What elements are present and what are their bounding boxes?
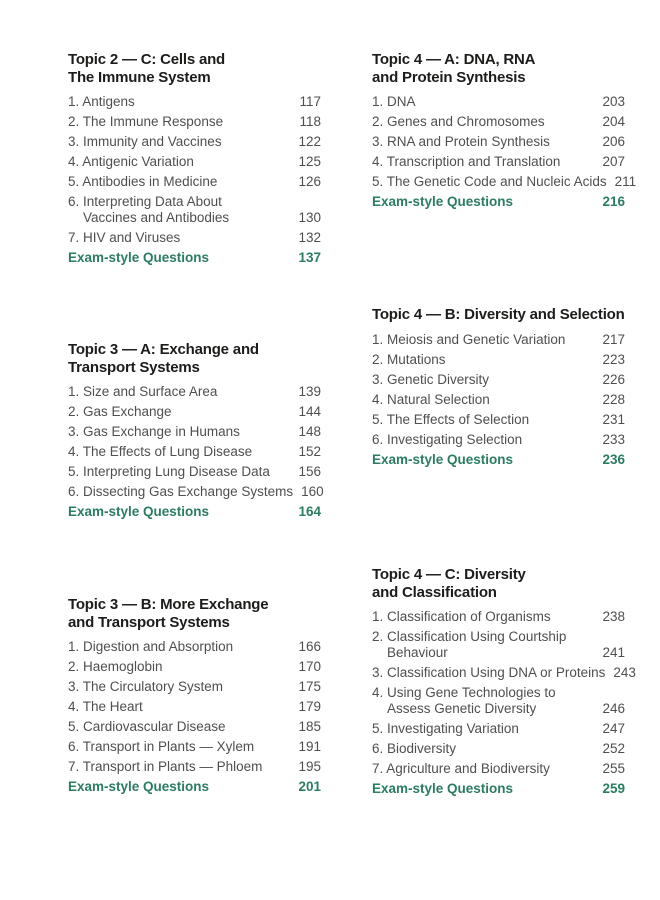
exam-questions-row — [68, 250, 321, 266]
page-number: 207 — [602, 154, 625, 169]
toc-item-row — [68, 174, 321, 190]
toc-item-line: 6. Biodiversity — [372, 741, 457, 756]
toc-item-title — [372, 134, 594, 150]
contents-column-left — [68, 0, 324, 900]
toc-item-line: 5. The Genetic Code and Nucleic Acids — [372, 174, 607, 189]
section-heading — [372, 51, 625, 86]
toc-item-row — [68, 444, 321, 460]
page-number: 247 — [602, 721, 625, 736]
page-number: 204 — [602, 114, 625, 129]
toc-item-row — [372, 741, 625, 757]
toc-item-title — [68, 384, 290, 400]
contents-column-right — [372, 0, 637, 900]
toc-item-line: 3. RNA and Protein Synthesis — [372, 134, 550, 149]
toc-item-line: 1. Meiosis and Genetic Variation — [372, 331, 566, 347]
toc-item-row — [372, 114, 625, 130]
page-number: 148 — [298, 424, 321, 439]
toc-item-title — [372, 94, 594, 110]
page-number: 211 — [614, 174, 637, 189]
section-heading-line: The Immune System — [68, 68, 211, 86]
toc-section — [372, 566, 636, 801]
toc-item-title — [372, 174, 607, 190]
toc-item-row — [372, 372, 625, 388]
toc-item-row — [68, 230, 321, 246]
section-heading-line: and Transport Systems — [68, 613, 230, 631]
toc-item-title — [68, 464, 290, 480]
toc-section — [372, 306, 625, 472]
toc-item-row — [372, 332, 625, 348]
toc-item-line: 5. Interpreting Lung Disease Data — [68, 464, 270, 479]
page-number: 217 — [602, 331, 625, 347]
page-number: 238 — [602, 609, 625, 624]
toc-item-row — [68, 659, 321, 675]
toc-item-title — [68, 639, 290, 655]
toc-item-line: Vaccines and Antibodies — [83, 210, 230, 225]
toc-item-line: 4. Natural Selection — [372, 391, 490, 407]
toc-item-title — [372, 392, 594, 408]
page-number: 228 — [602, 391, 625, 407]
page-number: 125 — [298, 154, 321, 169]
toc-item-title — [68, 759, 290, 775]
toc-item-row — [68, 114, 321, 130]
page-number: 144 — [298, 404, 321, 419]
toc-item-title — [68, 154, 290, 170]
section-heading-line: Transport Systems — [68, 358, 200, 376]
toc-item-line: 3. Classification Using DNA or Proteins — [372, 665, 606, 680]
toc-item-title — [372, 685, 594, 717]
toc-item-line: 4. Antigenic Variation — [68, 154, 194, 169]
toc-item-row — [372, 721, 625, 737]
toc-item-row — [372, 761, 625, 777]
section-heading — [372, 566, 625, 601]
toc-item-title — [68, 444, 290, 460]
toc-item-title — [372, 741, 594, 757]
toc-item-row — [68, 134, 321, 150]
toc-item-row — [68, 424, 321, 440]
toc-item-row — [372, 154, 625, 170]
toc-item-line: 4. Using Gene Technologies to — [372, 685, 556, 700]
section-heading-line: Topic 4 — C: Diversity — [372, 566, 526, 583]
toc-item-line: 6. Transport in Plants — Xylem — [68, 739, 255, 754]
toc-item-title — [372, 629, 594, 661]
toc-item-row — [68, 759, 321, 775]
section-heading — [68, 51, 321, 86]
exam-questions-label — [372, 781, 594, 797]
toc-item-row — [68, 639, 321, 655]
page-number: 243 — [613, 665, 636, 680]
exam-questions-text: Exam-style Questions — [68, 779, 210, 794]
page-number: 206 — [602, 134, 625, 149]
page-number: 122 — [298, 134, 321, 149]
page-number: 241 — [602, 645, 625, 660]
toc-item-line: 4. The Effects of Lung Disease — [68, 444, 253, 459]
exam-questions-page-number: 259 — [602, 781, 625, 796]
toc-item-row — [372, 609, 625, 625]
page-number: 179 — [298, 699, 321, 714]
toc-item-line: 7. HIV and Viruses — [68, 230, 181, 245]
toc-item-title — [68, 699, 290, 715]
toc-item-line: 1. Antigens — [68, 94, 135, 109]
toc-item-row — [68, 739, 321, 755]
toc-item-title — [68, 114, 291, 130]
toc-section — [68, 596, 321, 799]
exam-questions-text: Exam-style Questions — [372, 451, 514, 467]
section-heading — [372, 306, 625, 324]
toc-item-line: 3. Immunity and Vaccines — [68, 134, 222, 149]
toc-item-row — [68, 679, 321, 695]
toc-item-line: 2. The Immune Response — [68, 114, 224, 129]
toc-item-line: 5. Investigating Variation — [372, 721, 519, 736]
toc-item-title — [68, 679, 290, 695]
toc-item-title — [68, 174, 290, 190]
toc-item-row — [68, 719, 321, 735]
toc-item-title — [68, 194, 290, 226]
toc-item-row — [372, 94, 625, 110]
toc-item-line: Assess Genetic Diversity — [387, 701, 537, 716]
exam-questions-page-number: 201 — [298, 779, 321, 794]
exam-questions-label — [68, 250, 290, 266]
exam-questions-text: Exam-style Questions — [68, 504, 210, 519]
toc-item-row — [372, 352, 625, 368]
toc-item-row — [68, 154, 321, 170]
toc-item-line: 3. Gas Exchange in Humans — [68, 424, 240, 439]
toc-item-line: 5. Antibodies in Medicine — [68, 174, 218, 189]
toc-item-row — [372, 174, 637, 190]
toc-item-title — [372, 154, 594, 170]
toc-item-title — [68, 719, 290, 735]
toc-item-row — [372, 392, 625, 408]
toc-item-row — [68, 404, 321, 420]
page-number: 170 — [298, 659, 321, 674]
toc-item-line: 3. The Circulatory System — [68, 679, 224, 694]
toc-section — [372, 51, 637, 214]
toc-item-line: 4. Transcription and Translation — [372, 154, 561, 169]
toc-item-title — [372, 372, 594, 388]
toc-item-title — [372, 114, 594, 130]
toc-item-title — [372, 432, 594, 448]
exam-questions-row — [68, 504, 321, 520]
toc-item-line: 6. Investigating Selection — [372, 431, 523, 447]
toc-item-line: 2. Haemoglobin — [68, 659, 163, 674]
toc-item-line: 7. Agriculture and Biodiversity — [372, 761, 550, 776]
toc-item-row — [372, 134, 625, 150]
toc-item-row — [372, 665, 636, 681]
section-heading-line: Topic 2 — C: Cells and — [68, 51, 226, 68]
page-number: 132 — [298, 230, 321, 245]
toc-item-line: 5. The Effects of Selection — [372, 411, 530, 427]
toc-item-line: 1. Classification of Organisms — [372, 609, 551, 624]
toc-item-title — [372, 412, 594, 428]
page-number: 223 — [602, 351, 625, 367]
toc-item-title — [68, 404, 290, 420]
page-number: 156 — [298, 464, 321, 479]
toc-item-row — [372, 629, 625, 661]
page-number: 130 — [298, 210, 321, 225]
page-number: 117 — [299, 94, 321, 109]
section-heading-line: Topic 3 — A: Exchange and — [68, 341, 259, 358]
exam-questions-text: Exam-style Questions — [372, 781, 514, 796]
page-number: 139 — [298, 384, 321, 399]
section-heading — [68, 341, 321, 376]
toc-item-title — [372, 332, 594, 348]
toc-item-row — [68, 484, 324, 500]
page-number: 160 — [301, 484, 324, 499]
toc-item-row — [372, 685, 625, 717]
page-number: 246 — [602, 701, 625, 716]
toc-item-line: 6. Interpreting Data About — [68, 194, 222, 209]
toc-item-line: Behaviour — [387, 645, 448, 660]
toc-item-line: 6. Dissecting Gas Exchange Systems — [68, 484, 294, 499]
exam-questions-row — [372, 452, 625, 468]
exam-questions-label — [68, 504, 290, 520]
exam-questions-row — [372, 781, 625, 797]
toc-item-title — [68, 484, 293, 500]
toc-item-line: 2. Mutations — [372, 351, 446, 367]
toc-item-line: 1. Digestion and Absorption — [68, 639, 234, 654]
section-heading — [68, 596, 321, 631]
section-heading-line: Topic 4 — A: DNA, RNA — [372, 51, 536, 68]
exam-questions-label — [372, 194, 594, 210]
toc-item-row — [68, 94, 321, 110]
exam-questions-label — [372, 452, 594, 468]
page-number: 185 — [298, 719, 321, 734]
toc-item-line: 4. The Heart — [68, 699, 143, 714]
toc-item-line: 2. Genes and Chromosomes — [372, 114, 545, 129]
section-heading-line: Topic 4 — B: Diversity and Selection — [372, 306, 625, 323]
exam-questions-page-number: 137 — [298, 250, 321, 265]
page-number: 233 — [602, 431, 625, 447]
page-number: 231 — [602, 411, 625, 427]
page-number: 195 — [298, 759, 321, 774]
toc-item-line: 7. Transport in Plants — Phloem — [68, 759, 263, 774]
exam-questions-label — [68, 779, 290, 795]
toc-item-title — [68, 424, 290, 440]
section-heading-line: Topic 3 — B: More Exchange — [68, 596, 269, 613]
page-number: 175 — [298, 679, 321, 694]
page-number: 255 — [602, 761, 625, 776]
toc-item-row — [68, 699, 321, 715]
toc-item-title — [372, 665, 605, 681]
page-number: 203 — [602, 94, 625, 109]
exam-questions-page-number: 216 — [602, 194, 625, 209]
toc-item-title — [68, 230, 290, 246]
exam-questions-page-number: 164 — [298, 504, 321, 519]
toc-item-line: 2. Classification Using Courtship — [372, 629, 567, 644]
toc-item-title — [68, 659, 290, 675]
page-number: 252 — [602, 741, 625, 756]
toc-item-line: 5. Cardiovascular Disease — [68, 719, 226, 734]
section-heading-line: and Protein Synthesis — [372, 68, 526, 86]
toc-item-title — [372, 721, 594, 737]
toc-item-title — [68, 134, 290, 150]
toc-item-title — [372, 761, 594, 777]
exam-questions-row — [68, 779, 321, 795]
toc-item-line: 1. Size and Surface Area — [68, 384, 218, 399]
toc-item-row — [68, 384, 321, 400]
page-number: 226 — [602, 371, 625, 387]
exam-questions-row — [372, 194, 625, 210]
toc-item-row — [68, 464, 321, 480]
toc-item-row — [372, 432, 625, 448]
toc-item-line: 2. Gas Exchange — [68, 404, 172, 419]
toc-item-title — [372, 609, 594, 625]
toc-item-row — [68, 194, 321, 226]
exam-questions-text: Exam-style Questions — [68, 250, 210, 265]
toc-item-line: 1. DNA — [372, 94, 416, 109]
toc-section — [68, 341, 324, 524]
page-number: 152 — [298, 444, 321, 459]
exam-questions-page-number: 236 — [602, 451, 625, 467]
page-number: 191 — [298, 739, 321, 754]
section-heading-line: and Classification — [372, 583, 497, 601]
page-number: 126 — [298, 174, 321, 189]
toc-item-title — [68, 739, 290, 755]
toc-section — [68, 51, 321, 270]
page-number: 118 — [299, 114, 321, 129]
page-number: 166 — [298, 639, 321, 654]
toc-item-row — [372, 412, 625, 428]
toc-item-title — [372, 352, 594, 368]
toc-item-line: 3. Genetic Diversity — [372, 371, 490, 387]
exam-questions-text: Exam-style Questions — [372, 194, 514, 209]
toc-item-title — [68, 94, 291, 110]
